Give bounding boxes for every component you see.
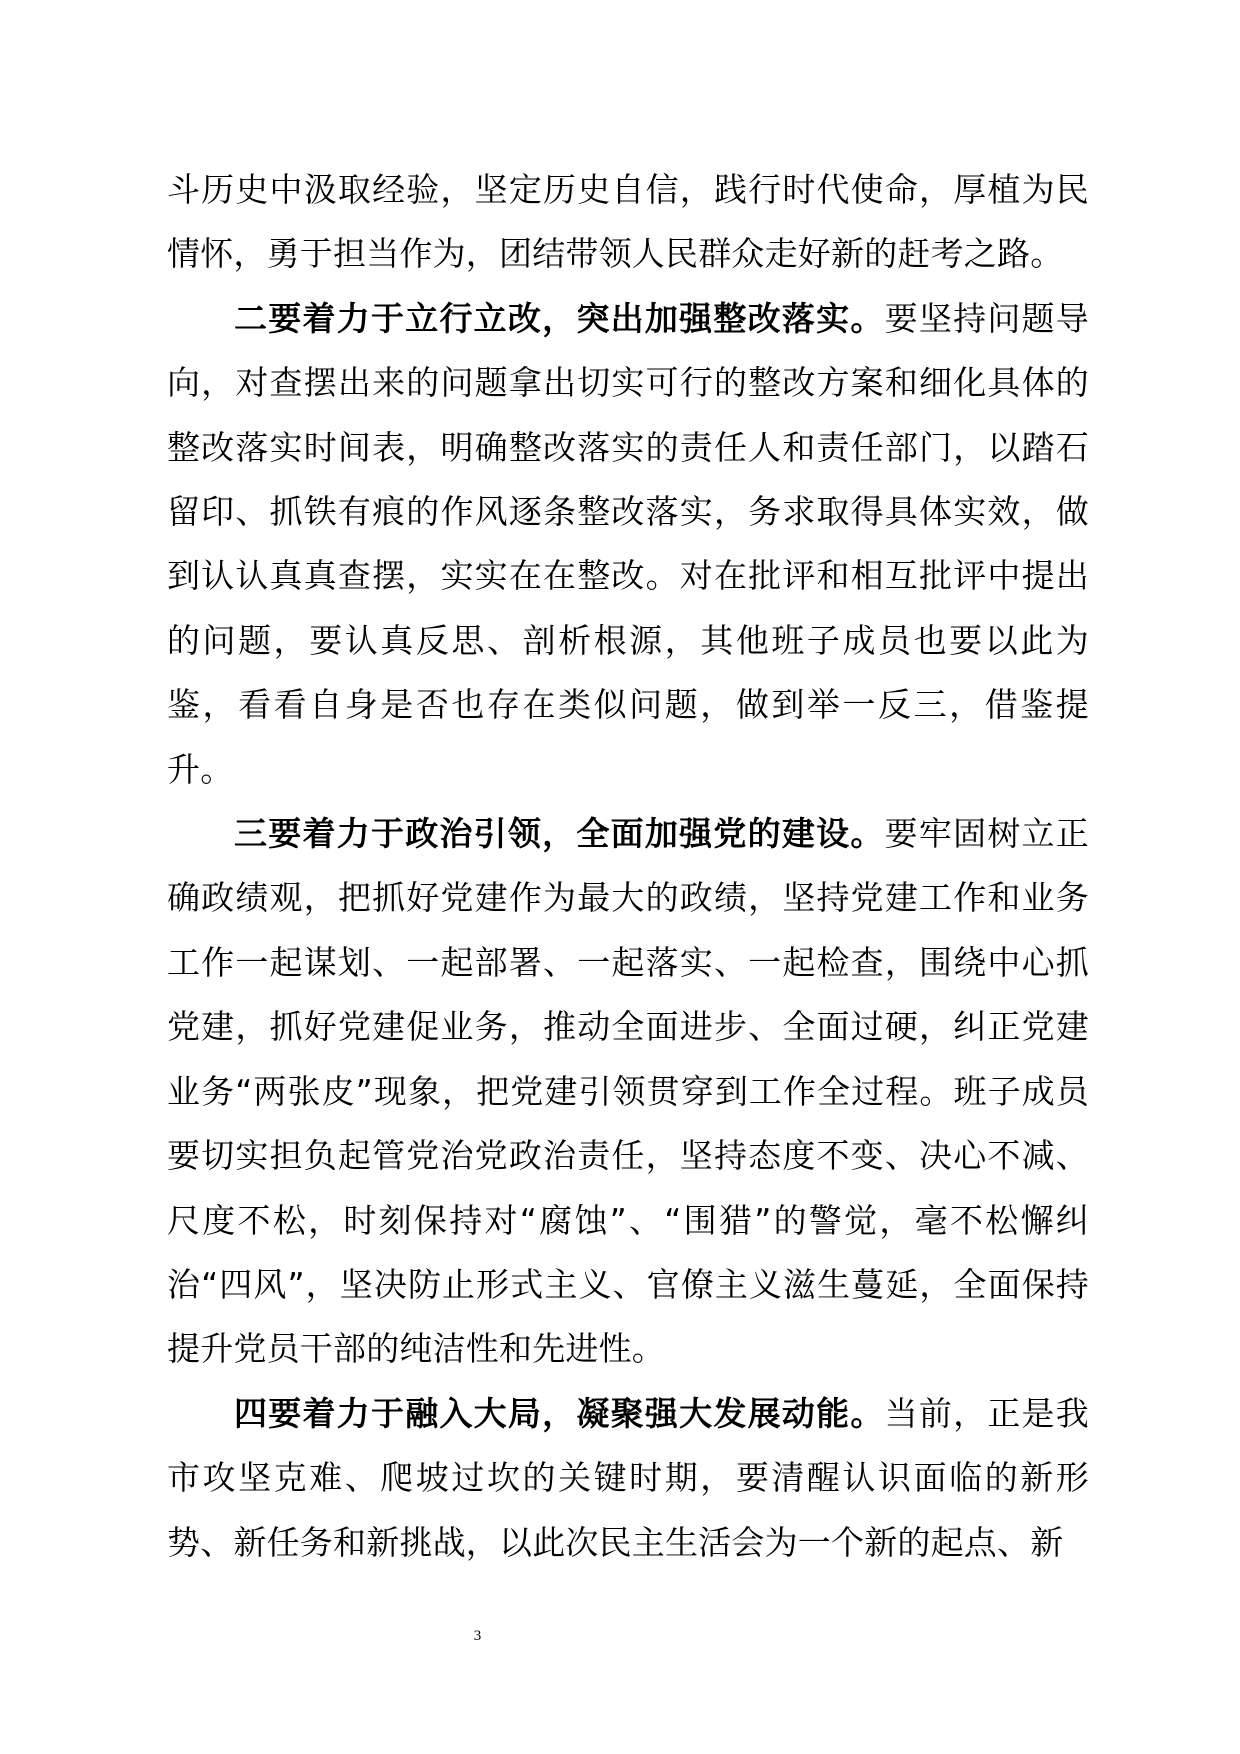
page-number: 3 <box>473 1628 482 1644</box>
paragraph-text: 要牢固树立正确政绩观，把抓好党建作为最大的政绩，坚持党建工作和业务工作一起谋划、一起部署、一起落实、一起检查，围绕中心抓党建，抓好党建促业务，推动全面进步、全面过硬，纠正党建业务“两张皮”现象，把党建引领贯穿到工作全过程。班子成员要切实担负起管党治党政治责任，坚持态度不变、决心不减、尺度不松，时刻保持对“腐蚀”、“围猎”的警觉，毫不松懈纠治“四风”，坚决防止形式主义、官僚主义滋生蔓延，全面保持提升党员干部的纯洁性和先进性。 <box>167 814 1089 1369</box>
paragraph-text: 斗历史中汲取经验，坚定历史自信，践行时代使命，厚植为民情怀，勇于担当作为，团结带领人民群众走好新的赶考之路。 <box>167 170 1089 274</box>
paragraph-lead: 三要着力于政治引领，全面加强党的建设。 <box>234 814 885 854</box>
paragraph-continuation <box>167 158 1089 287</box>
paragraph-text: 当前，正是我市攻坚克难、爬坡过坎的关键时期，要清醒认识面临的新形势、新任务和新挑战，以此次民主生活会为一个新的起点、新 <box>167 1393 1089 1562</box>
paragraph-lead: 二要着力于立行立改，突出加强整改落实。 <box>234 298 885 338</box>
paragraph-lead: 四要着力于融入大局，凝聚强大发展动能。 <box>234 1393 885 1433</box>
paragraph-point-four <box>167 1382 1089 1575</box>
paragraph-point-three <box>167 802 1089 1382</box>
paragraph-point-two <box>167 287 1089 802</box>
paragraph-text: 要坚持问题导向，对查摆出来的问题拿出切实可行的整改方案和细化具体的整改落实时间表，明确整改落实的责任人和责任部门，以踏石留印、抓铁有痕的作风逐条整改落实，务求取得具体实效，做到认认真真查摆，实实在在整改。对在批评和相互批评中提出的问题，要认真反思、剖析根源，其他班子成员也要以此为鉴，看看自身是否也存在类似问题，做到举一反三，借鉴提升。 <box>167 298 1089 789</box>
body-text <box>167 158 1089 1575</box>
